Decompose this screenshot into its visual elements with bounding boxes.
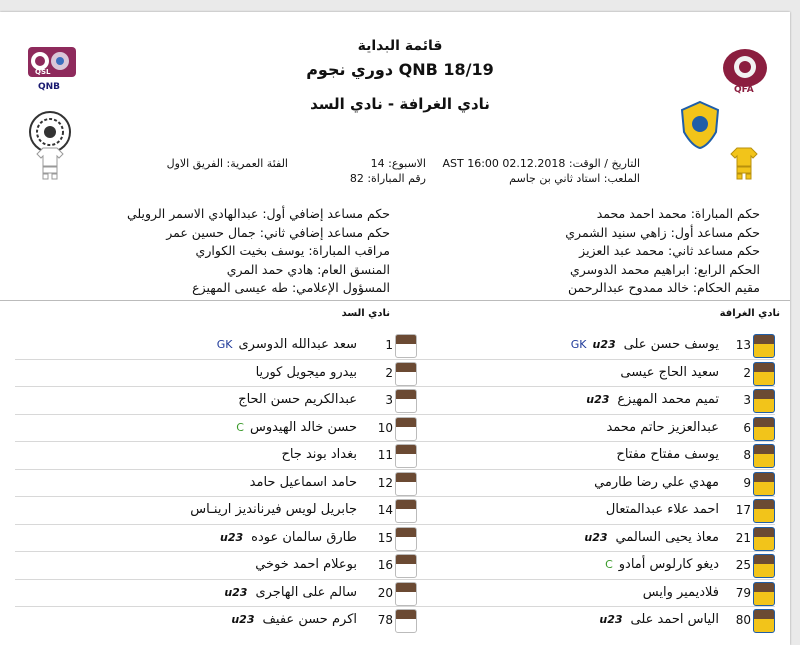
player-number: 16 bbox=[377, 558, 393, 572]
player-row bbox=[395, 359, 775, 387]
player-name: تميم محمد المهيزع bbox=[617, 392, 719, 407]
player-photo bbox=[753, 582, 775, 606]
player-row bbox=[15, 386, 395, 414]
official-item: المنسق العام: هادي حمد المري bbox=[226, 261, 390, 277]
official-item: حكم مساعد أول: زاهي سنيد الشمري bbox=[565, 224, 760, 240]
home-team-label: نادي الغرافة bbox=[719, 308, 780, 319]
player-row bbox=[395, 496, 775, 524]
player-name-cell bbox=[238, 392, 357, 407]
officials-left bbox=[127, 205, 390, 298]
player-number: 15 bbox=[377, 530, 393, 545]
player-name-cell bbox=[281, 447, 357, 462]
player-photo bbox=[753, 527, 775, 551]
player-name-cell bbox=[620, 365, 719, 380]
u23-tag: u23 bbox=[599, 613, 623, 626]
player-number: 80 bbox=[735, 613, 751, 627]
player-photo bbox=[753, 389, 775, 413]
player-photo bbox=[753, 472, 775, 496]
match-date-time: التاريخ / الوقت: AST 16:00 02.12.2018 bbox=[442, 157, 640, 170]
match-age-group bbox=[167, 156, 288, 171]
player-name: ديغو كارلوس أمادو bbox=[618, 557, 719, 572]
player-row bbox=[15, 551, 395, 579]
official-item: حكم مساعد إضافي أول: عبدالهادي الاسمر الرويلي bbox=[126, 206, 390, 221]
player-number: 20 bbox=[377, 585, 393, 600]
player-name-cell bbox=[599, 612, 719, 627]
player-name-cell bbox=[250, 475, 357, 490]
player-name: بوعلام احمد خوخي bbox=[255, 557, 357, 572]
player-name: عبدالكريم حسن الحاج bbox=[238, 392, 357, 407]
player-photo bbox=[395, 527, 417, 551]
match-date-venue bbox=[442, 156, 640, 186]
player-photo bbox=[753, 362, 775, 386]
player-photo bbox=[395, 554, 417, 578]
officials-right bbox=[565, 205, 760, 298]
player-number: 17 bbox=[735, 503, 751, 517]
player-number: 13 bbox=[735, 338, 751, 352]
player-number: 2 bbox=[385, 365, 393, 380]
player-row bbox=[395, 332, 775, 359]
player-row bbox=[15, 359, 395, 387]
player-name: سعد عبدالله الدوسرى bbox=[238, 337, 357, 352]
player-photo bbox=[395, 472, 417, 496]
official-item: مقيم الحكام: خالد ممدوح عبدالرحمن bbox=[568, 280, 760, 295]
player-name: يوسف مفتاح مفتاح bbox=[616, 447, 719, 462]
official-item: المسؤول الإعلامي: طه عيسى المهيزع bbox=[192, 280, 390, 295]
player-row bbox=[395, 441, 775, 469]
player-name: حسن خالد الهيدوس bbox=[249, 419, 357, 435]
player-name-cell bbox=[605, 557, 719, 572]
player-photo bbox=[753, 334, 775, 358]
player-row bbox=[395, 469, 775, 497]
player-name: طارق سالمان عوده bbox=[251, 529, 357, 545]
player-photo bbox=[395, 417, 417, 441]
player-name: جابريل لويس فيرنانديز ارينـاس bbox=[190, 502, 357, 517]
player-row bbox=[395, 386, 775, 414]
player-name-cell bbox=[643, 585, 719, 600]
player-number: 21 bbox=[735, 530, 751, 545]
away-team-label: نادي السد bbox=[341, 308, 390, 319]
u23-tag: u23 bbox=[592, 338, 616, 351]
home-kit-icon bbox=[730, 146, 758, 180]
away-kit-icon bbox=[36, 146, 64, 180]
age-group: الفئة العمرية: الفريق الاول bbox=[166, 157, 288, 170]
player-photo bbox=[395, 389, 417, 413]
player-name: بيدرو ميجويل كوريا bbox=[255, 364, 357, 380]
player-number: 78 bbox=[377, 613, 393, 627]
player-row bbox=[15, 606, 395, 634]
u23-tag: u23 bbox=[231, 613, 255, 626]
league-title: QNB 18/19 دوري نجوم bbox=[306, 60, 494, 79]
player-row bbox=[15, 524, 395, 552]
player-photo bbox=[753, 444, 775, 468]
player-number: 3 bbox=[385, 393, 393, 407]
player-row bbox=[15, 414, 395, 442]
home-roster bbox=[395, 332, 775, 634]
player-number: 25 bbox=[735, 558, 751, 572]
official-item: حكم مساعد إضافي ثاني: جمال حسين عمر bbox=[166, 224, 390, 240]
qsl-text: QSL bbox=[35, 68, 51, 76]
player-row bbox=[15, 441, 395, 469]
match-stadium: الملعب: استاد ثاني بن جاسم bbox=[509, 172, 640, 185]
player-row bbox=[15, 496, 395, 524]
qfa-logo-icon bbox=[720, 48, 770, 96]
player-name-cell bbox=[594, 475, 719, 490]
captain-tag: C bbox=[236, 420, 244, 434]
player-name-cell bbox=[584, 530, 719, 545]
qnb-text: QNB bbox=[38, 82, 61, 92]
player-number: 14 bbox=[377, 503, 393, 517]
player-number: 79 bbox=[735, 585, 751, 600]
player-name: مهدي علي رضا طارمي bbox=[594, 474, 719, 490]
player-name: احمد علاء عبدالمتعال bbox=[605, 502, 719, 517]
player-photo bbox=[753, 554, 775, 578]
official-item: الحكم الرابع: ابراهيم محمد الدوسري bbox=[569, 261, 760, 277]
document-title: قائمة البداية bbox=[357, 38, 443, 54]
goalkeeper-tag: GK bbox=[570, 338, 587, 351]
player-number: 10 bbox=[377, 420, 393, 435]
player-row bbox=[15, 332, 395, 359]
player-photo bbox=[753, 609, 775, 633]
player-name-cell bbox=[236, 420, 357, 435]
player-name: حامد اسماعيل حامد bbox=[249, 474, 357, 490]
player-name: يوسف حسن على bbox=[623, 337, 719, 352]
player-photo bbox=[395, 444, 417, 468]
player-name-cell bbox=[220, 530, 357, 545]
u23-tag: u23 bbox=[220, 530, 244, 544]
player-photo bbox=[753, 417, 775, 441]
player-name: سالم على الهاجرى bbox=[255, 584, 357, 600]
qsl-logo-icon bbox=[26, 45, 78, 97]
player-photo bbox=[395, 362, 417, 386]
al-gharafa-logo-icon bbox=[678, 100, 722, 150]
player-number: 6 bbox=[743, 420, 751, 435]
u23-tag: u23 bbox=[586, 393, 610, 406]
player-name-cell bbox=[231, 612, 357, 627]
player-photo bbox=[395, 334, 417, 358]
player-name-cell bbox=[606, 420, 719, 435]
player-number: 8 bbox=[743, 448, 751, 462]
player-photo bbox=[753, 499, 775, 523]
player-photo bbox=[395, 609, 417, 633]
player-name: فلاديمير وايس bbox=[642, 584, 719, 600]
player-row bbox=[15, 579, 395, 607]
official-item: مراقب المباراة: يوسف بخيت الكواري bbox=[195, 243, 390, 258]
player-number: 11 bbox=[377, 448, 393, 462]
player-row bbox=[15, 469, 395, 497]
player-name-cell bbox=[224, 585, 357, 600]
player-number: 12 bbox=[377, 475, 393, 490]
player-row bbox=[395, 414, 775, 442]
player-name: سعيد الحاج عيسى bbox=[620, 364, 719, 380]
match-week-number bbox=[350, 156, 426, 186]
away-roster bbox=[15, 332, 395, 634]
player-name-cell bbox=[190, 502, 357, 517]
player-number: 1 bbox=[385, 338, 393, 352]
player-name-cell bbox=[256, 365, 357, 380]
u23-tag: u23 bbox=[224, 585, 248, 599]
official-item: حكم مساعد ثاني: محمد عبد العزيز bbox=[579, 243, 760, 258]
captain-tag: C bbox=[605, 558, 613, 571]
player-name: عبدالعزيز حاتم محمد bbox=[606, 419, 719, 435]
player-name-cell bbox=[571, 337, 719, 352]
match-week: الاسبوع: 14 bbox=[370, 157, 426, 170]
player-number: 2 bbox=[743, 365, 751, 380]
player-name: بغداد بوند جاح bbox=[281, 447, 357, 462]
goalkeeper-tag: GK bbox=[216, 338, 233, 351]
match-number: رقم المباراة: 82 bbox=[349, 172, 426, 185]
player-name-cell bbox=[616, 447, 719, 462]
player-photo bbox=[395, 582, 417, 606]
qfa-text: QFA bbox=[734, 85, 754, 95]
player-number: 9 bbox=[743, 475, 751, 490]
official-item: حكم المباراة: محمد احمد محمد bbox=[596, 206, 760, 221]
player-number: 3 bbox=[743, 393, 751, 407]
player-name: الياس احمد على bbox=[630, 612, 719, 627]
player-row bbox=[395, 524, 775, 552]
player-photo bbox=[395, 499, 417, 523]
player-name-cell bbox=[217, 337, 357, 352]
match-title: نادي الغرافة - نادي السد bbox=[310, 95, 490, 113]
u23-tag: u23 bbox=[584, 530, 608, 544]
player-name: معاذ يحيى السالمي bbox=[615, 529, 719, 545]
player-row bbox=[395, 551, 775, 579]
player-name-cell bbox=[606, 502, 719, 517]
player-name-cell bbox=[586, 392, 719, 407]
player-row bbox=[395, 606, 775, 634]
player-row bbox=[395, 579, 775, 607]
player-name-cell bbox=[255, 557, 357, 572]
section-divider bbox=[0, 300, 790, 301]
player-name: اكرم حسن عفيف bbox=[262, 612, 357, 627]
